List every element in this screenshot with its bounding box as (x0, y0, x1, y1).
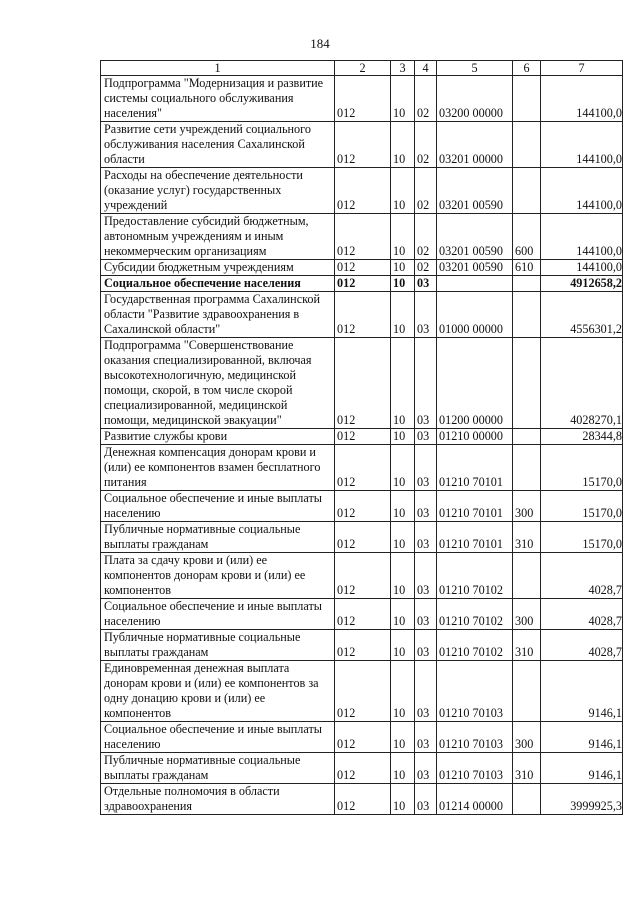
table-row (101, 338, 623, 429)
row-name-cell: Предоставление субсидий бюджетным, автономным учреждениям и иным некоммерческим организациям (101, 214, 335, 260)
row-expense-type-cell (513, 338, 541, 429)
row-subsection-cell: 03 (415, 784, 437, 815)
row-code-cell: 012 (335, 338, 391, 429)
row-target-cell: 01214 00000 (437, 784, 513, 815)
row-code-cell: 012 (335, 491, 391, 522)
row-expense-type-cell: 310 (513, 522, 541, 553)
row-expense-type-cell (513, 445, 541, 491)
row-expense-type-cell (513, 661, 541, 722)
row-code-cell: 012 (335, 168, 391, 214)
table-row (101, 445, 623, 491)
row-amount-cell: 15170,0 (541, 522, 623, 553)
row-amount-cell: 144100,0 (541, 260, 623, 276)
row-name-cell: Единовременная денежная выплата донорам крови и (или) ее компонентов за одну донацию крови и (или) ее компонентов (101, 661, 335, 722)
row-amount-cell: 4028270,1 (541, 338, 623, 429)
row-subsection-cell: 02 (415, 260, 437, 276)
row-target-cell: 01210 70103 (437, 661, 513, 722)
row-code-cell: 012 (335, 599, 391, 630)
row-target-cell: 01210 70103 (437, 722, 513, 753)
row-name-cell: Публичные нормативные социальные выплаты гражданам (101, 630, 335, 661)
row-subsection-cell: 03 (415, 276, 437, 292)
row-target-cell (437, 276, 513, 292)
table-row (101, 553, 623, 599)
row-section-cell: 10 (391, 522, 415, 553)
row-code-cell: 012 (335, 445, 391, 491)
row-code-cell: 012 (335, 661, 391, 722)
row-subsection-cell: 02 (415, 168, 437, 214)
row-section-cell: 10 (391, 553, 415, 599)
table-row (101, 214, 623, 260)
row-amount-cell: 15170,0 (541, 445, 623, 491)
row-subsection-cell: 03 (415, 599, 437, 630)
row-section-cell: 10 (391, 445, 415, 491)
row-section-cell: 10 (391, 784, 415, 815)
row-target-cell: 01210 70103 (437, 753, 513, 784)
row-target-cell: 03201 00590 (437, 214, 513, 260)
row-subsection-cell: 03 (415, 753, 437, 784)
row-amount-cell: 144100,0 (541, 76, 623, 122)
row-amount-cell: 4556301,2 (541, 292, 623, 338)
row-amount-cell: 28344,8 (541, 429, 623, 445)
budget-table (100, 60, 623, 815)
table-row (101, 599, 623, 630)
row-section-cell: 10 (391, 753, 415, 784)
row-expense-type-cell: 610 (513, 260, 541, 276)
row-target-cell: 01210 70101 (437, 491, 513, 522)
row-name-cell: Публичные нормативные социальные выплаты гражданам (101, 753, 335, 784)
table-row (101, 276, 623, 292)
row-name-cell: Плата за сдачу крови и (или) ее компонентов донорам крови и (или) ее компонентов (101, 553, 335, 599)
row-section-cell: 10 (391, 722, 415, 753)
row-code-cell: 012 (335, 260, 391, 276)
column-header-2: 2 (335, 61, 391, 76)
row-name-cell: Публичные нормативные социальные выплаты гражданам (101, 522, 335, 553)
row-code-cell: 012 (335, 292, 391, 338)
row-expense-type-cell (513, 168, 541, 214)
row-subsection-cell: 03 (415, 722, 437, 753)
row-target-cell: 03201 00590 (437, 260, 513, 276)
row-expense-type-cell: 600 (513, 214, 541, 260)
column-header-4: 4 (415, 61, 437, 76)
row-expense-type-cell: 300 (513, 491, 541, 522)
page-number: 184 (310, 36, 330, 51)
row-section-cell: 10 (391, 599, 415, 630)
row-subsection-cell: 02 (415, 122, 437, 168)
row-expense-type-cell (513, 292, 541, 338)
table-row (101, 260, 623, 276)
table-row (101, 630, 623, 661)
row-expense-type-cell: 300 (513, 722, 541, 753)
row-code-cell: 012 (335, 722, 391, 753)
row-section-cell: 10 (391, 661, 415, 722)
column-header-3: 3 (391, 61, 415, 76)
row-amount-cell: 9146,1 (541, 753, 623, 784)
row-name-cell: Социальное обеспечение населения (101, 276, 335, 292)
row-expense-type-cell (513, 553, 541, 599)
row-name-cell: Социальное обеспечение и иные выплаты населению (101, 491, 335, 522)
row-target-cell: 01210 00000 (437, 429, 513, 445)
row-subsection-cell: 03 (415, 553, 437, 599)
row-expense-type-cell: 300 (513, 599, 541, 630)
table-row (101, 522, 623, 553)
row-name-cell: Субсидии бюджетным учреждениям (101, 260, 335, 276)
row-subsection-cell: 03 (415, 445, 437, 491)
table-row (101, 753, 623, 784)
row-name-cell: Социальное обеспечение и иные выплаты населению (101, 599, 335, 630)
row-subsection-cell: 03 (415, 491, 437, 522)
row-expense-type-cell: 310 (513, 630, 541, 661)
row-target-cell: 03200 00000 (437, 76, 513, 122)
row-section-cell: 10 (391, 260, 415, 276)
row-code-cell: 012 (335, 76, 391, 122)
row-subsection-cell: 03 (415, 292, 437, 338)
row-name-cell: Развитие службы крови (101, 429, 335, 445)
table-row (101, 722, 623, 753)
row-code-cell: 012 (335, 753, 391, 784)
table-row (101, 661, 623, 722)
column-header-6: 6 (513, 61, 541, 76)
header-row (101, 61, 623, 76)
row-target-cell: 01210 70102 (437, 599, 513, 630)
row-section-cell: 10 (391, 122, 415, 168)
row-code-cell: 012 (335, 522, 391, 553)
row-amount-cell: 9146,1 (541, 722, 623, 753)
table-row (101, 168, 623, 214)
row-code-cell: 012 (335, 784, 391, 815)
row-code-cell: 012 (335, 553, 391, 599)
row-section-cell: 10 (391, 76, 415, 122)
row-section-cell: 10 (391, 292, 415, 338)
table-row (101, 122, 623, 168)
row-target-cell: 01200 00000 (437, 338, 513, 429)
row-name-cell: Расходы на обеспечение деятельности (оказание услуг) государственных учреждений (101, 168, 335, 214)
row-subsection-cell: 03 (415, 661, 437, 722)
budget-table-body (101, 61, 623, 815)
row-subsection-cell: 03 (415, 522, 437, 553)
table-row (101, 76, 623, 122)
row-subsection-cell: 03 (415, 429, 437, 445)
row-section-cell: 10 (391, 276, 415, 292)
row-amount-cell: 4028,7 (541, 599, 623, 630)
table-row (101, 292, 623, 338)
row-amount-cell: 15170,0 (541, 491, 623, 522)
row-amount-cell: 144100,0 (541, 214, 623, 260)
row-expense-type-cell (513, 429, 541, 445)
row-subsection-cell: 03 (415, 630, 437, 661)
row-expense-type-cell (513, 122, 541, 168)
row-target-cell: 03201 00590 (437, 168, 513, 214)
row-name-cell: Развитие сети учреждений социального обслуживания населения Сахалинской области (101, 122, 335, 168)
row-code-cell: 012 (335, 122, 391, 168)
row-name-cell: Денежная компенсация донорам крови и (или) ее компонентов взамен бесплатного питания (101, 445, 335, 491)
row-section-cell: 10 (391, 491, 415, 522)
row-expense-type-cell: 310 (513, 753, 541, 784)
row-amount-cell: 4028,7 (541, 630, 623, 661)
row-expense-type-cell (513, 276, 541, 292)
row-target-cell: 01210 70102 (437, 630, 513, 661)
column-header-1: 1 (101, 61, 335, 76)
row-code-cell: 012 (335, 214, 391, 260)
row-amount-cell: 9146,1 (541, 661, 623, 722)
column-header-5: 5 (437, 61, 513, 76)
row-target-cell: 01210 70102 (437, 553, 513, 599)
row-target-cell: 03201 00000 (437, 122, 513, 168)
row-section-cell: 10 (391, 168, 415, 214)
table-row (101, 429, 623, 445)
row-subsection-cell: 02 (415, 76, 437, 122)
table-row (101, 491, 623, 522)
column-header-7: 7 (541, 61, 623, 76)
row-expense-type-cell (513, 784, 541, 815)
row-section-cell: 10 (391, 630, 415, 661)
row-code-cell: 012 (335, 630, 391, 661)
row-target-cell: 01000 00000 (437, 292, 513, 338)
row-code-cell: 012 (335, 276, 391, 292)
row-name-cell: Подпрограмма "Модернизация и развитие системы социального обслуживания населения" (101, 76, 335, 122)
row-subsection-cell: 02 (415, 214, 437, 260)
row-target-cell: 01210 70101 (437, 445, 513, 491)
row-subsection-cell: 03 (415, 338, 437, 429)
row-section-cell: 10 (391, 214, 415, 260)
row-expense-type-cell (513, 76, 541, 122)
row-section-cell: 10 (391, 429, 415, 445)
row-section-cell: 10 (391, 338, 415, 429)
row-name-cell: Социальное обеспечение и иные выплаты населению (101, 722, 335, 753)
table-row (101, 784, 623, 815)
row-name-cell: Государственная программа Сахалинской области "Развитие здравоохранения в Сахалинской области" (101, 292, 335, 338)
row-amount-cell: 4912658,2 (541, 276, 623, 292)
row-name-cell: Подпрограмма "Совершенствование оказания специализированной, включая высокотехнологичную, медицинской помощи, скорой, в том числе скорой специализированной, медицинской помощи, медицинской эвакуации" (101, 338, 335, 429)
row-amount-cell: 3999925,3 (541, 784, 623, 815)
row-amount-cell: 144100,0 (541, 122, 623, 168)
row-code-cell: 012 (335, 429, 391, 445)
row-target-cell: 01210 70101 (437, 522, 513, 553)
row-name-cell: Отдельные полномочия в области здравоохранения (101, 784, 335, 815)
row-amount-cell: 4028,7 (541, 553, 623, 599)
row-amount-cell: 144100,0 (541, 168, 623, 214)
